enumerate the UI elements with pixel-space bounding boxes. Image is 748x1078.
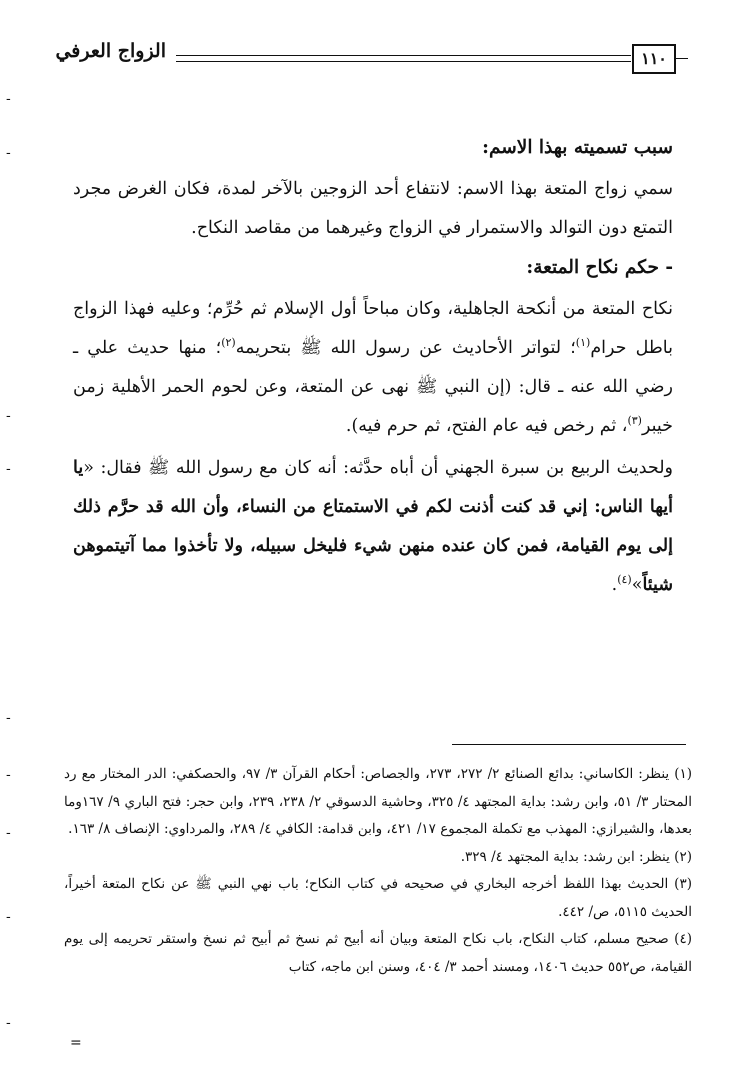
footnote-2: (٢) ينظر: ابن رشد: بداية المجتهد ٤/ ٣٢٩. [460, 848, 692, 865]
margin-mark: - [6, 145, 11, 161]
footnote-3: (٣) الحديث بهذا اللفظ أخرجه البخاري في صحيحه في كتاب النكاح؛ باب نهي النبي ﷺ عن نكاح المتعة أخيراً، الحديث ٥١١٥، ص/ ٤٤٢. [64, 876, 692, 920]
paragraph-text: ؛ لتواتر الأحاديث عن رسول الله ﷺ بتحريمه [235, 338, 576, 358]
footnote-ref[interactable]: (٢) [221, 336, 236, 350]
margin-mark: - [6, 909, 11, 925]
footnote-ref[interactable]: (٣) [627, 414, 642, 428]
paragraph-text: ولحديث الربيع بن سبرة الجهني أن أباه حدَّثه: أنه كان مع رسول الله ﷺ فقال: « [83, 458, 673, 478]
margin-mark: - [6, 408, 11, 424]
paragraph-hadith [73, 449, 673, 605]
margin-mark: = [70, 1035, 82, 1051]
margin-mark: - [6, 710, 11, 726]
paragraph-text: . [611, 575, 618, 595]
paragraph-ruling [73, 290, 673, 446]
header-rule-top [176, 55, 631, 56]
running-header-title: الزواج العرفي [55, 40, 166, 62]
margin-mark: - [6, 461, 11, 477]
margin-mark: - [6, 825, 11, 841]
header-rule-bottom [176, 61, 631, 62]
paragraph-text: نكاح المتعة من أنكحة الجاهلية، وكان مباحاً أول الإسلام ثم حُرِّم؛ وعليه فهذا الزواج باطل حرام [73, 299, 674, 358]
footnote-4: (٤) صحيح مسلم، كتاب النكاح، باب نكاح المتعة وبيان أنه أبيح ثم نسخ ثم أبيح ثم نسخ واستقر تحريمه إلى يوم القيامة، ص٥٥٢ حديث ١٤٠٦، ومسند أحمد ٣/ ٤٠٤، وسنن ابن ماجه، كتاب [64, 931, 692, 975]
section-heading-reason: سبب تسميته بهذا الاسم: [482, 137, 673, 158]
hadith-quote: يا أيها الناس: إني قد كنت أذنت لكم في الاستمتاع من النساء، وأن الله قد حرَّم ذلك إلى يوم القيامة، فمن كان عنده منهن شيء فليخل سبيله، ولا تأخذوا مما آتيتموهن شيئاً [73, 458, 673, 595]
paragraph-reason: سمي زواج المتعة بهذا الاسم: لانتفاع أحد الزوجين بالآخر لمدة، فكان الغرض مجرد التمتع دون التوالد والاستمرار في الزواج وغيرهما من مقاصد النكاح. [73, 179, 673, 238]
page-number: ١١٠ [632, 44, 676, 74]
margin-mark: - [6, 767, 11, 783]
footnote-ref[interactable]: (١) [575, 336, 591, 350]
margin-mark: - [6, 91, 11, 107]
footnote-1: (١) ينظر: الكاساني: بدائع الصنائع ٢/ ٢٧٢، ٢٧٣، والجصاص: أحكام القرآن ٣/ ٩٧، والحصكفي: الدر المختار مع رد المحتار ٣/ ٥١، وابن رشد: بداية المجتهد ٤/ ٣٢٥، وحاشية الدسوقي ٢/ ٢٣٨، ٢٣٩، وابن حجر: فتح الباري ٩/ ١٦٧وما بعدها، والشيرازي: المهذب مع تكملة المجموع ١٧/ ٤٢١، وابن قدامة: الكافي ٤/ ٢٨٩، والمرداوي: الإنصاف ٨/ ١٦٣. [64, 766, 693, 837]
footnote-ref[interactable]: (٤) [617, 573, 632, 587]
footnote-separator [452, 744, 686, 745]
paragraph-text: » [631, 575, 643, 595]
section-heading-ruling: - حكم نكاح المتعة: [526, 257, 673, 278]
header-rule-tail [674, 58, 688, 59]
main-text [73, 128, 673, 605]
margin-mark: - [6, 1015, 11, 1031]
footnotes [64, 761, 692, 981]
paragraph-text: ، ثم رخص فيه عام الفتح، ثم حرم فيه). [345, 416, 628, 436]
paragraph-text: ؛ منها حديث علي ـ رضي الله عنه ـ قال: (إن النبي ﷺ نهى عن المتعة، وعن لحوم الحمر الأهلية زمن خيبر [73, 338, 673, 436]
